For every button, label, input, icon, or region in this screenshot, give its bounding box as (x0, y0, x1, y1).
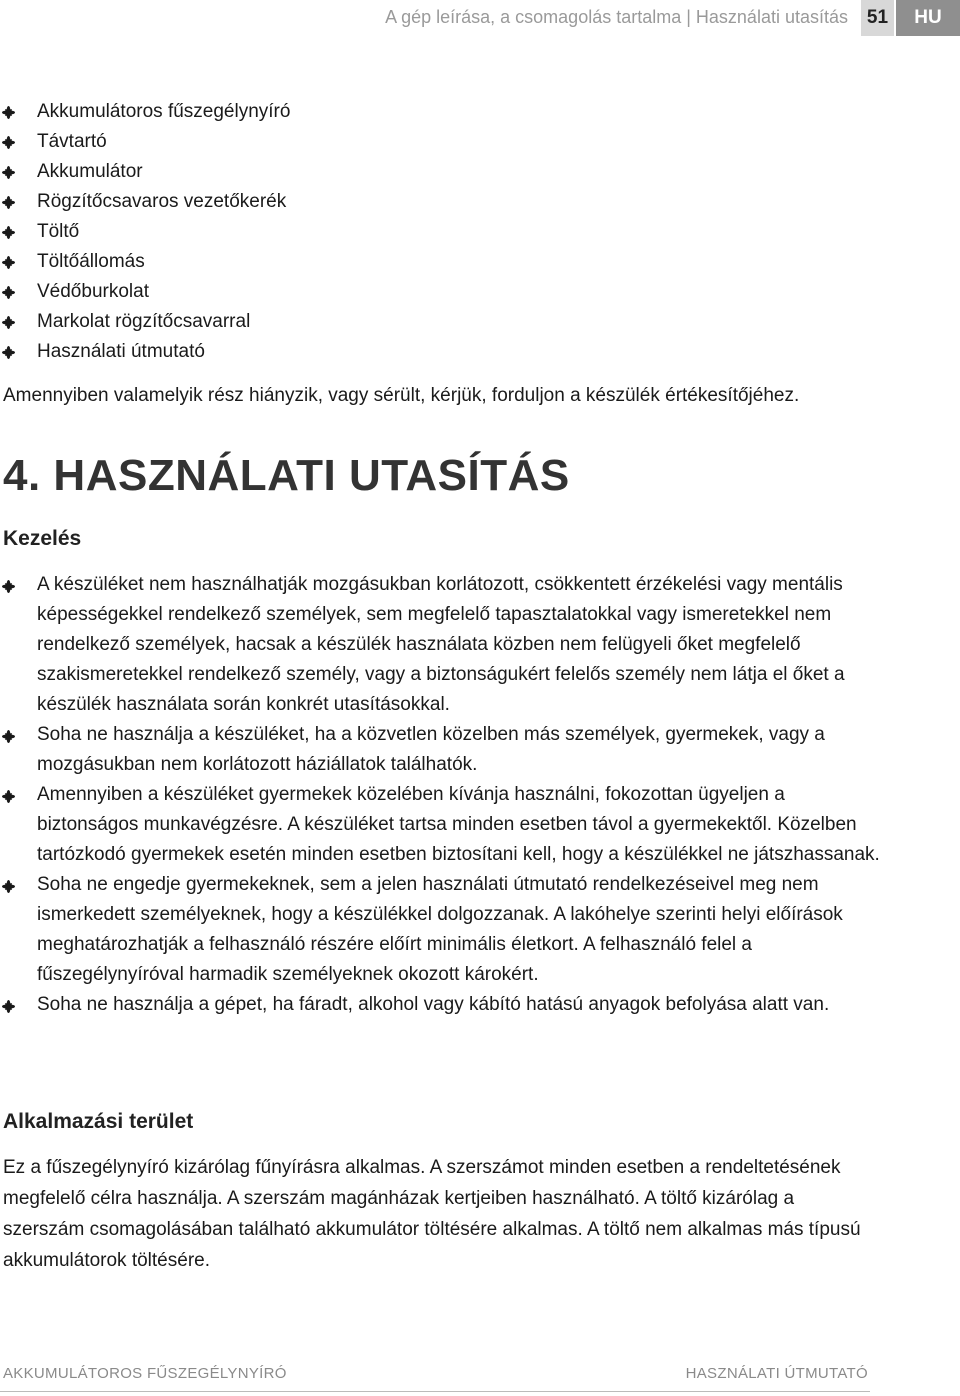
list-item: Soha ne engedje gyermekeknek, sem a jelen használati útmutató rendelkezéseivel meg nem ismerkedett személyeknek, hogy a készülékkel dolgozzanak. A lakóhelye szerinti helyi előírások meghatározhatják a felhasználó részére előírt minimális életkort. A felhasználó felel a fűszegélynyíróval harmadik személyeknek okozott károkért. (0, 870, 880, 990)
footer-product-name: AKKUMULÁTOROS FŰSZEGÉLYNYÍRÓ (3, 1365, 287, 1382)
header-title: A gép leírása, a csomagolás tartalma | Használati utasítás (385, 7, 848, 27)
page-header (0, 0, 960, 36)
list-item: Használati útmutató (0, 337, 940, 367)
list-item: Akkumulátoros fűszegélynyíró (0, 97, 940, 127)
list-item: Távtartó (0, 127, 940, 157)
leaf-bullet-icon (2, 286, 15, 299)
list-item: Védőburkolat (0, 277, 940, 307)
leaf-bullet-icon (2, 196, 15, 209)
missing-parts-note: Amennyiben valamelyik rész hiányzik, vagy sérült, kérjük, forduljon a készülék értékesítőjéhez. (3, 385, 800, 406)
footer-divider (0, 1391, 870, 1392)
list-item: Töltőállomás (0, 247, 940, 277)
list-item: Amennyiben a készüléket gyermekek közelében kívánja használni, fokozottan ügyeljen a biztonságos munkavégzésre. A készüléket tartsa minden esetben távol a gyermekektől. Közelben tartózkodó gyermekek esetén minden esetben biztosítani kell, hogy a készülékkel ne játszhassanak. (0, 780, 880, 870)
leaf-bullet-icon (2, 346, 15, 359)
page-footer (0, 1363, 960, 1396)
language-badge: HU (896, 0, 960, 36)
list-item: Soha ne használja a gépet, ha fáradt, alkohol vagy kábító hatású anyagok befolyása alatt van. (0, 990, 880, 1020)
leaf-bullet-icon (2, 880, 15, 893)
list-item: Akkumulátor (0, 157, 940, 187)
list-item: A készüléket nem használhatják mozgásukban korlátozott, csökkentett érzékelési vagy mentális képességekkel rendelkező személyek, sem megfelelő tapasztalatokkal vagy ismeretekkel nem rendelkező személyek, hacsak a készülék használata közben nem felügyeli őket megfelelő szakismeretekkel rendelkező személy, vagy a biztonságukért felelős személy nem látja el őket a készülék használata során konkrét utasításokkal. (0, 570, 880, 720)
leaf-bullet-icon (2, 580, 15, 593)
page-number: 51 (861, 0, 894, 36)
list-item: Töltő (0, 217, 940, 247)
leaf-bullet-icon (2, 790, 15, 803)
leaf-bullet-icon (2, 1000, 15, 1013)
list-item: Rögzítőcsavaros vezetőkerék (0, 187, 940, 217)
leaf-bullet-icon (2, 106, 15, 119)
handling-list (0, 570, 880, 1020)
list-item: Soha ne használja a készüléket, ha a közvetlen közelben más személyek, gyermekek, vagy a mozgásukban nem korlátozott háziállatok találhatók. (0, 720, 880, 780)
footer-doc-type: HASZNÁLATI ÚTMUTATÓ (685, 1365, 868, 1382)
list-item: Markolat rögzítőcsavarral (0, 307, 940, 337)
leaf-bullet-icon (2, 136, 15, 149)
package-contents-list (0, 97, 940, 367)
leaf-bullet-icon (2, 166, 15, 179)
leaf-bullet-icon (2, 730, 15, 743)
handling-heading: Kezelés (3, 527, 82, 550)
leaf-bullet-icon (2, 256, 15, 269)
scope-heading: Alkalmazási terület (3, 1110, 194, 1133)
section-title: 4. HASZNÁLATI UTASÍTÁS (3, 451, 570, 500)
scope-text: Ez a fűszegélynyíró kizárólag fűnyírásra alkalmas. A szerszámot minden esetben a rendeltetésének megfelelő célra használja. A szerszám magánházak kertjeiben használható. A töltő kizárólag a szerszám csomagolásában található akkumulátor töltésére alkalmas. A töltő nem alkalmas más típusú akkumulátorok töltésére. (3, 1157, 861, 1271)
leaf-bullet-icon (2, 226, 15, 239)
leaf-bullet-icon (2, 316, 15, 329)
